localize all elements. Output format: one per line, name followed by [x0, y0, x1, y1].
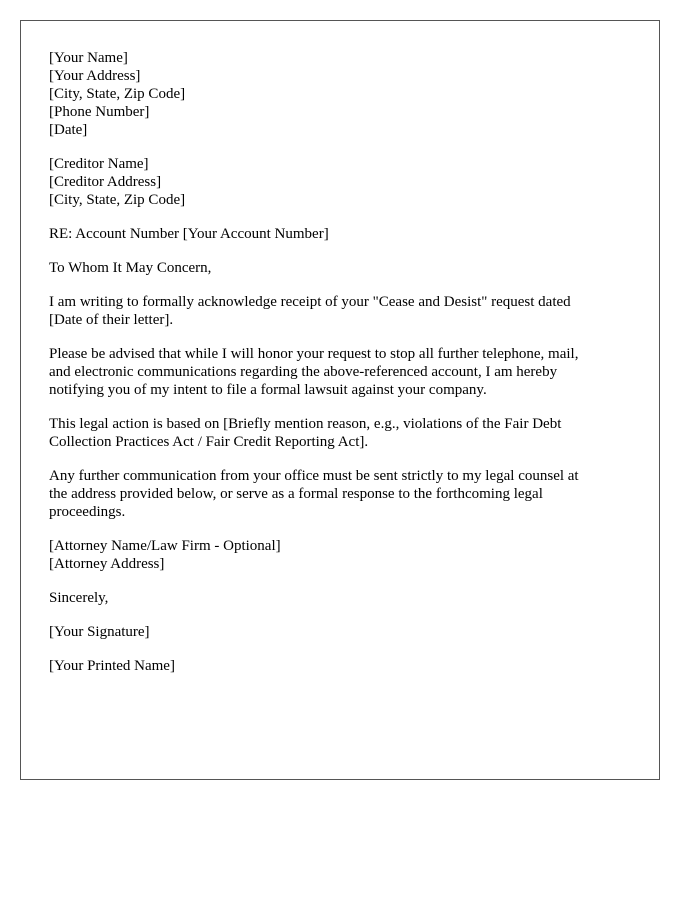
- paragraph-line: I am writing to formally acknowledge receipt of your "Cease and Desist" request dated: [49, 294, 571, 310]
- paragraph-acknowledgement: [49, 293, 631, 329]
- recipient-block: [49, 155, 631, 209]
- sender-phone: [Phone Number]: [49, 104, 150, 120]
- attorney-block: [49, 537, 631, 573]
- salutation: To Whom It May Concern,: [49, 260, 212, 276]
- letter-page: [20, 20, 660, 780]
- sender-date: [Date]: [49, 122, 88, 138]
- recipient-address: [Creditor Address]: [49, 174, 162, 190]
- paragraph-further-communication: [49, 467, 631, 521]
- sender-address: [Your Address]: [49, 68, 141, 84]
- paragraph-line: and electronic communications regarding the above-referenced account, I am hereby: [49, 364, 558, 380]
- sender-name: [Your Name]: [49, 50, 128, 66]
- paragraph-line: proceedings.: [49, 504, 126, 520]
- attorney-name: [Attorney Name/Law Firm - Optional]: [49, 538, 281, 554]
- paragraph-line: [Date of their letter].: [49, 312, 174, 328]
- paragraph-line: notifying you of my intent to file a formal lawsuit against your company.: [49, 382, 487, 398]
- recipient-name: [Creditor Name]: [49, 156, 149, 172]
- paragraph-line: Please be advised that while I will honor your request to stop all further telephone, mail,: [49, 346, 579, 362]
- printed-name: [Your Printed Name]: [49, 658, 175, 674]
- attorney-address: [Attorney Address]: [49, 556, 165, 572]
- sender-block: [49, 49, 631, 139]
- paragraph-line: the address provided below, or serve as a formal response to the forthcoming legal: [49, 486, 543, 502]
- sender-city-state-zip: [City, State, Zip Code]: [49, 86, 186, 102]
- signature-placeholder: [Your Signature]: [49, 624, 150, 640]
- recipient-city-state-zip: [City, State, Zip Code]: [49, 192, 186, 208]
- subject-line: RE: Account Number [Your Account Number]: [49, 226, 329, 242]
- paragraph-legal-basis: [49, 415, 631, 451]
- closing: Sincerely,: [49, 590, 109, 606]
- paragraph-line: Collection Practices Act / Fair Credit Reporting Act].: [49, 434, 369, 450]
- paragraph-intent-to-sue: [49, 345, 631, 399]
- paragraph-line: Any further communication from your office must be sent strictly to my legal counsel at: [49, 468, 579, 484]
- paragraph-line: This legal action is based on [Briefly mention reason, e.g., violations of the Fair Debt: [49, 416, 562, 432]
